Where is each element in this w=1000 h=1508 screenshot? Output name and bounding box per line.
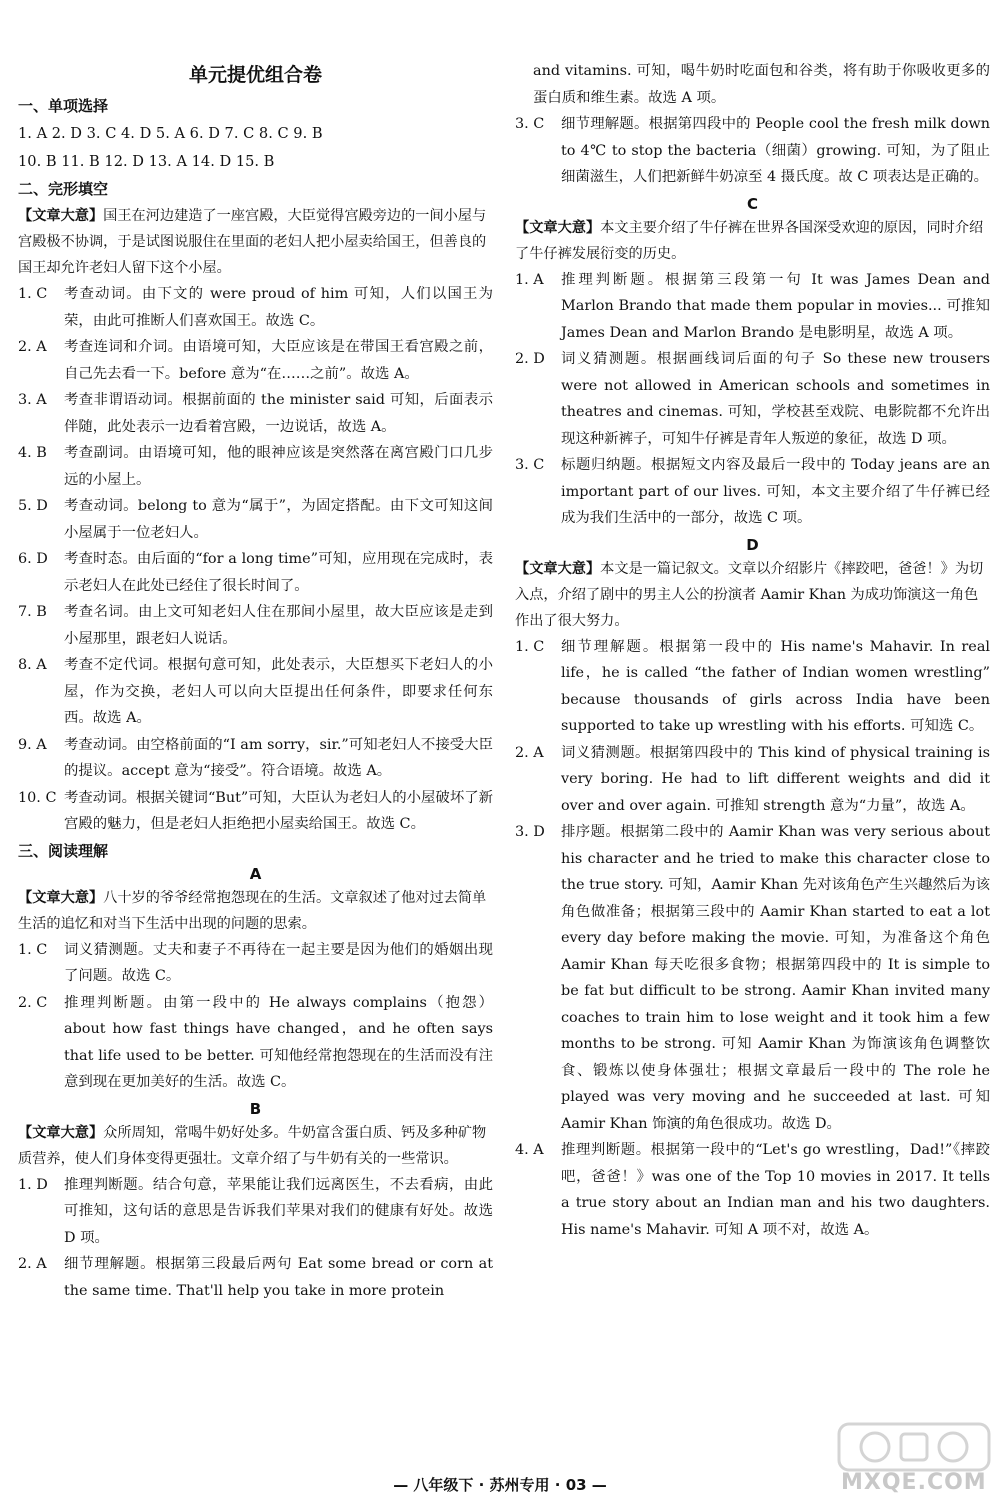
item-text: 考查动词。根据关键词“But”可知，大臣认为老妇人的小屋破坏了新宫殿的魅力，但是老妇人拒绝把小屋卖给国王。故选 C。 xyxy=(64,789,493,832)
item-text: 考查连词和介词。由语境可知，大臣应该是在带国王看宫殿之前，自己先去看一下。before 意为“在……之前”。故选 A。 xyxy=(64,339,493,382)
passage-d-item xyxy=(515,819,990,1137)
summary-text: 八十岁的爷爷经常抱怨现在的生活。文章叙述了他对过去简单生活的追忆和对当下生活中出现的问题的思索。 xyxy=(18,889,487,932)
item-text: 考查不定代词。根据句意可知，此处表示，大臣想买下老妇人的小屋，作为交换，老妇人可以向大臣提出任何条件，即要求任何东西。故选 A。 xyxy=(64,657,493,726)
page-footer: — 八年级下 · 苏州专用 · 03 — xyxy=(393,1476,607,1494)
summary-text: 本文是一篇记叙文。文章以介绍影片《摔跤吧，爸爸！》为切入点，介绍了剧中的男主人公的扮演者 Aamir Khan 为成功饰演这一角色作出了很大努力。 xyxy=(515,560,984,629)
cloze-item xyxy=(18,652,493,732)
watermark-stamp-icon xyxy=(835,1418,993,1478)
summary-tag: 【文章大意】 xyxy=(515,560,601,577)
passage-heading-d: D xyxy=(746,535,759,554)
item-number: 2. C xyxy=(18,994,48,1011)
item-text: 考查动词。由下文的 were proud of him 可知，人们以国王为荣，由此可推断人们喜欢国王。故选 C。 xyxy=(64,286,493,329)
passage-b-summary xyxy=(18,1120,493,1172)
section-cloze: 二、完形填空 xyxy=(18,180,109,198)
item-text: 词义猜测题。丈夫和妻子不再待在一起主要是因为他们的婚姻出现了问题。故选 C。 xyxy=(64,941,493,984)
item-text: 考查动词。由空格前面的“I am sorry，sir.”可知老妇人不接受大臣的提议。accept 意为“接受”。符合语境。故选 A。 xyxy=(64,736,493,779)
page-title: 单元提优组合卷 xyxy=(188,64,322,86)
item-number: 2. A xyxy=(18,1256,47,1272)
cloze-item xyxy=(18,546,493,599)
item-number: 1. A xyxy=(515,271,544,288)
item-number: 6. D xyxy=(18,551,48,567)
passage-b-item xyxy=(18,1172,493,1252)
summary-tag: 【文章大意】 xyxy=(18,208,104,224)
passage-b-item xyxy=(515,111,990,191)
passage-d-item xyxy=(515,740,990,820)
item-number: 3. A xyxy=(18,392,47,408)
cloze-answers xyxy=(18,281,493,838)
cloze-item xyxy=(18,334,493,387)
passage-c-summary xyxy=(515,215,990,267)
item-number: 8. A xyxy=(18,657,47,673)
passage-d-item xyxy=(515,1137,990,1243)
cloze-item xyxy=(18,599,493,652)
item-number: 7. B xyxy=(18,604,47,620)
passage-a-summary xyxy=(18,885,493,937)
item-number: 4. B xyxy=(18,445,47,461)
right-column xyxy=(515,58,990,1243)
watermark-logo xyxy=(835,1418,993,1500)
passage-a-item xyxy=(18,990,493,1096)
passage-c-item xyxy=(515,267,990,347)
passage-c-item xyxy=(515,346,990,452)
cloze-item xyxy=(18,493,493,546)
item-text: 词义猜测题。根据第四段中的 This kind of physical training is very boring. He had to lift different weights and did it over and over again. 可推知 strength 意为“力量”，故选 A。 xyxy=(561,744,990,814)
cloze-item xyxy=(18,281,493,334)
passage-b-continuation: and vitamins. 可知，喝牛奶时吃面包和谷类，将有助于你吸收更多的蛋白质和维生素。故选 A 项。 xyxy=(533,63,990,106)
passage-d-summary xyxy=(515,556,990,634)
cloze-item xyxy=(18,440,493,493)
item-text: 考查时态。由后面的“for a long time”可知，应用现在完成时，表示老妇人在此处已经住了很长时间了。 xyxy=(64,551,493,594)
item-text: 考查非谓语动词。根据前面的 the minister said 可知，后面表示伴随，此处表示一边看着宫殿，一边说话，故选 A。 xyxy=(64,392,493,435)
passage-a-item xyxy=(18,937,493,990)
left-column xyxy=(18,60,493,1304)
item-text: 细节理解题。根据第一段中的 His name's Mahavir. In real life，he is called “the father of Indian women wrestling” because thousands of girls across India have been supported to take up wrestling with his efforts. 可知选 C。 xyxy=(561,638,990,734)
summary-tag: 【文章大意】 xyxy=(515,219,601,236)
summary-text: 众所周知，常喝牛奶好处多。牛奶富含蛋白质、钙及多种矿物质营养，使人们身体变得更强壮。文章介绍了与牛奶有关的一些常识。 xyxy=(18,1124,487,1167)
section-single-choice: 一、单项选择 xyxy=(18,97,109,115)
item-text: 推理判断题。根据第一段中的“Let's go wrestling，Dad!”《摔跤吧，爸爸！》was one of the Top 10 movies in 2017. It tells a true story about an Indian man and his two daughters. His name's Mahavir. 可知 A 项不对，故选 A。 xyxy=(561,1142,990,1238)
item-text: 考查动词。belong to 意为“属于”，为固定搭配。由下文可知这间小屋属于一位老妇人。 xyxy=(64,498,493,541)
item-text: 推理判断题。由第一段中的 He always complains（抱怨）about how fast things have changed，and he often says that life used to be better. 可知他经常抱怨现在的生活而没有注意到现在更加美好的生活。故选 C。 xyxy=(64,994,493,1090)
item-number: 1. C xyxy=(515,638,545,655)
watermark-text: MXQE.COM xyxy=(841,1470,987,1495)
summary-text: 国王在河边建造了一座宫殿，大臣觉得宫殿旁边的一间小屋与宫殿极不协调，于是试图说服住在里面的老妇人把小屋卖给国王，但善良的国王却允许老妇人留下这个小屋。 xyxy=(18,208,487,276)
cloze-item xyxy=(18,732,493,785)
item-text: 考查名词。由上文可知老妇人住在那间小屋里，故大臣应该是走到小屋那里，跟老妇人说话。 xyxy=(64,604,493,647)
item-text: 推理判断题。根据第三段第一句 It was James Dean and Marlon Brando that made them popular in movies... 可推知 James Dean and Marlon Brando 是电影明星，故选 A 项。 xyxy=(561,271,990,341)
answer-line-2: 10. B 11. B 12. D 13. A 14. D 15. B xyxy=(18,153,275,170)
item-number: 1. C xyxy=(18,941,48,958)
passage-d-item xyxy=(515,634,990,740)
item-text: 词义猜测题。根据画线词后面的句子 So these new trousers were not allowed in American schools and sometimes in theatres and cinemas. 可知，学校甚至戏院、电影院都不允许出现这种新裤子，可知牛仔裤是青年人叛逆的象征，故选 D 项。 xyxy=(561,351,990,447)
cloze-item xyxy=(18,387,493,440)
item-number: 9. A xyxy=(18,736,47,753)
passage-b-item xyxy=(18,1251,493,1304)
item-number: 1. C xyxy=(18,286,48,302)
passage-heading-a: A xyxy=(249,864,262,883)
item-number: 2. A xyxy=(18,339,47,355)
cloze-summary xyxy=(18,203,493,281)
item-number: 4. A xyxy=(515,1142,544,1158)
summary-tag: 【文章大意】 xyxy=(18,889,104,906)
item-number: 5. D xyxy=(18,498,48,514)
item-text: 推理判断题。结合句意，苹果能让我们远离医生，不去看病，由此可推知，这句话的意思是告诉我们苹果对我们的健康有好处。故选 D 项。 xyxy=(64,1176,493,1246)
item-number: 10. C xyxy=(18,789,57,806)
item-text: 细节理解题。根据第四段中的 People cool the fresh milk down to 4℃ to stop the bacteria（细菌）growing. 可知，为了阻止细菌滋生，人们把新鲜牛奶凉至 4 摄氏度。故 C 项表达是正确的。 xyxy=(561,116,990,185)
passage-heading-b: B xyxy=(249,1099,262,1118)
item-text: 细节理解题。根据第三段最后两句 Eat some bread or corn at the same time. That'll help you take in more protein xyxy=(64,1256,493,1299)
item-text: 排序题。根据第二段中的 Aamir Khan was very serious about his character and he tried to make this character close to the true story. 可知，Aamir Khan 先对该角色产生兴趣然后为该角色做准备；根据第三段中的 Aamir Khan started to eat a lot every day before making the movie. 可知，为准备这个角色 Aamir Khan 每天吃很多食物；根据第四段中的 It is simple to be fat but difficult to be strong. Aamir Khan invited many coaches to train him to lose weight and it took him a few months to be strong. 可知 Aamir Khan 为饰演该角色调整饮食、锻炼以使身体强壮；根据文章最后一段中的 The role he played was very moving and he succeeded at last. 可知 Aamir Khan 饰演的角色很成功。故选 D。 xyxy=(561,824,990,1132)
item-text: 标题归纳题。根据短文内容及最后一段中的 Today jeans are an important part of our lives. 可知，本文主要介绍了牛仔裤已经成为我们生活中的一部分，故选 C 项。 xyxy=(561,457,990,526)
section-reading: 三、阅读理解 xyxy=(18,841,109,860)
item-number: 3. D xyxy=(515,824,545,840)
item-number: 1. D xyxy=(18,1176,48,1193)
item-number: 2. D xyxy=(515,351,545,367)
answer-line-1: 1. A 2. D 3. C 4. D 5. A 6. D 7. C 8. C 9. B xyxy=(18,125,323,142)
item-text: 考查副词。由语境可知，他的眼神应该是突然落在离宫殿门口几步远的小屋上。 xyxy=(64,445,493,488)
cloze-item xyxy=(18,785,493,838)
passage-c-item xyxy=(515,452,990,532)
item-number: 2. A xyxy=(515,744,544,761)
item-number: 3. C xyxy=(515,457,545,473)
summary-text: 本文主要介绍了牛仔裤在世界各国深受欢迎的原因，同时介绍了牛仔裤发展衍变的历史。 xyxy=(515,219,984,262)
item-number: 3. C xyxy=(515,116,545,132)
passage-heading-c: C xyxy=(746,194,758,213)
summary-tag: 【文章大意】 xyxy=(18,1124,104,1141)
